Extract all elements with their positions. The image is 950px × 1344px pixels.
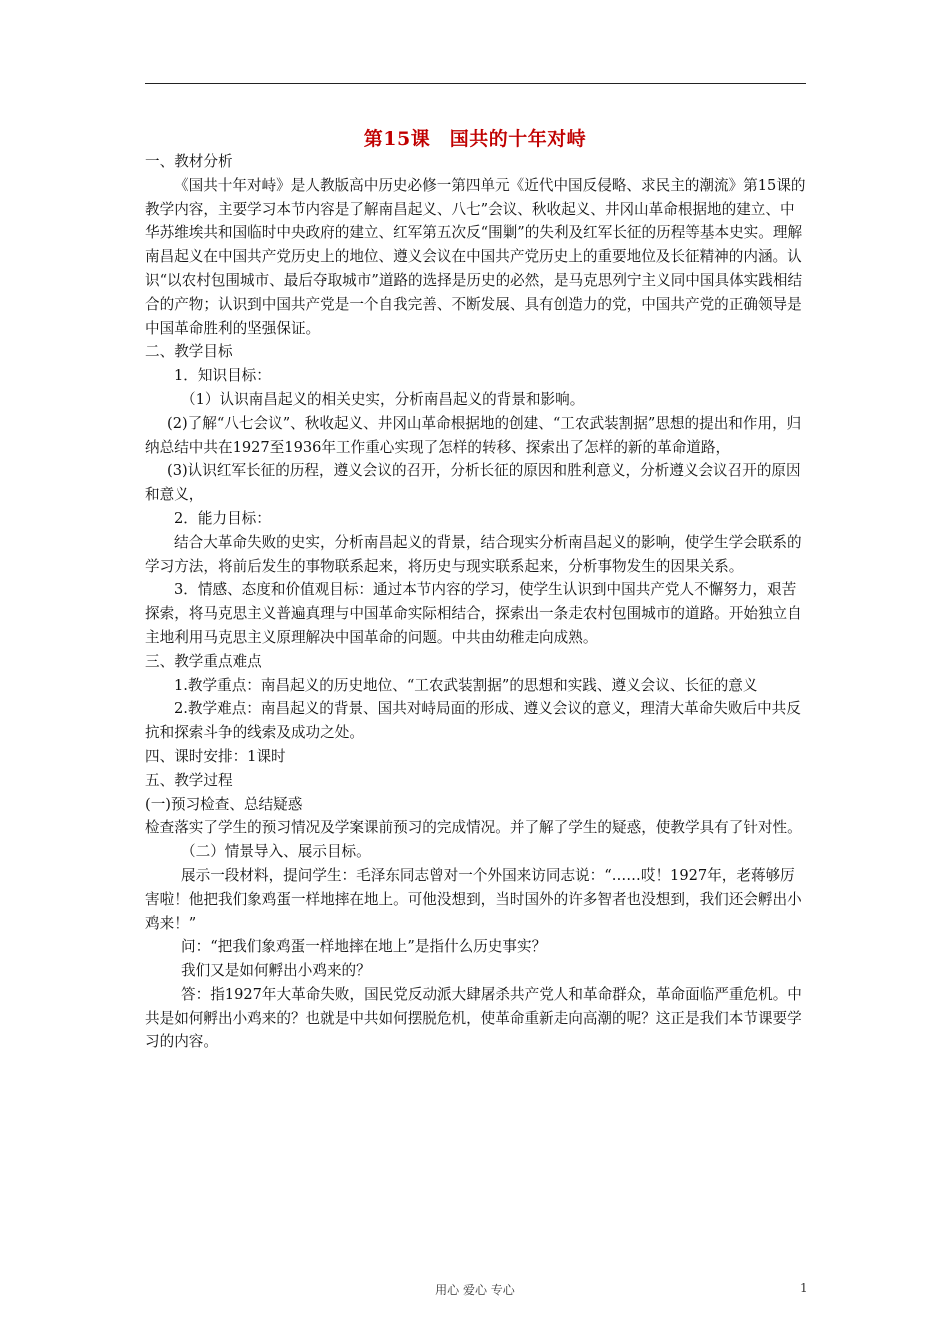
paragraph: （1）认识南昌起义的相关史实，分析南昌起义的背景和影响。 [181,390,585,408]
paragraph: 一、教材分析 [145,153,233,170]
paragraph: (3)认识红军长征的历程，遵义会议的召开，分析长征的原因和胜利意义，分析遵义会议召开的原因和意义， [145,462,801,504]
paragraph: 二、教学目标 [145,343,233,361]
paragraph: （二）情景导入、展示目标。 [181,843,371,861]
header-rule [145,83,806,84]
paragraph: (一)预习检查、总结疑惑 [145,795,303,813]
paragraph: 1.教学重点：南昌起义的历史地位、“工农武装割据”的思想和实践、遵义会议、长征的意义 [174,676,758,694]
paragraph: 3．情感、态度和价值观目标：通过本节内容的学习，使学生认识到中国共产党人不懈努力，艰苦探索，将马克思主义普遍真理与中国革命实际相结合，探索出一条走农村包围城市的道路。开始独立自主地利用马克思主义原理解决中国革命的问题。中共由幼稚走向成熟。 [145,581,802,646]
paragraph: 《国共十年对峙》是人教版高中历史必修一第四单元《近代中国反侵略、求民主的潮流》第15课的教学内容，主要学习本节内容是了解南昌起义、八七”会议、秋收起义、井冈山革命根据地的建立、中华苏维埃共和国临时中央政府的建立、红军第五次反“围剿”的失利及红军长征的历程等基本史实。理解南昌起义在中国共产党历史上的地位、遵义会议在中国共产党历史上的重要地位及长征精神的内涵。认识“以农村包围城市、最后夺取城市”道路的选择是历史的必然，是马克思列宁主义同中国具体实践相结合的产物；认识到中国共产党是一个自我完善、不断发展、具有创造力的党，中国共产党的正确领导是中国革命胜利的坚强保证。 [145,176,806,337]
paragraph: 四、课时安排：1课时 [145,747,286,765]
paragraph: 1．知识目标： [174,367,271,385]
paragraph: 检查落实了学生的预习情况及学案课前预习的完成情况。并了解了学生的疑惑，使教学具有了针对性。 [145,819,802,837]
paragraph: 问：“把我们象鸡蛋一样地摔在地上”是指什么历史事实？ [181,938,547,956]
paragraph: (2)了解“八七会议”、秋收起义、井冈山革命根据地的创建、“工农武装割据”思想的提出和作用，归纳总结中共在1927至1936年工作重心实现了怎样的转移、探索出了怎样的新的革命道路， [145,414,802,456]
paragraph: 五、教学过程 [145,771,233,789]
paragraph: 展示一段材料，提问学生：毛泽东同志曾对一个外国来访同志说：“……哎！1927年，老蒋够厉害啦！他把我们象鸡蛋一样地摔在地上。可他没想到，当时国外的许多智者也没想到，我们还会孵出小鸡来！” [145,866,802,932]
paragraph: 三、教学重点难点 [145,652,262,670]
document-body [145,150,807,1054]
paragraph: 2.教学难点：南昌起义的背景、国共对峙局面的形成、遵义会议的意义，理清大革命失败后中共反抗和探索斗争的线索及成功之处。 [145,700,801,742]
footer-text: 用心 爱心 专心 [435,1283,515,1297]
paragraph: 答：指1927年大革命失败，国民党反动派大肆屠杀共产党人和革命群众，革命面临严重危机。中共是如何孵出小鸡来的？也就是中共如何摆脱危机，使革命重新走向高潮的呢？这正是我们本节课要学习的内容。 [145,985,802,1051]
page-number: 1 [800,1281,808,1295]
lesson-title: 第15课 国共的十年对峙 [363,128,587,150]
paragraph: 我们又是如何孵出小鸡来的？ [181,962,371,980]
paragraph: 结合大革命失败的史实，分析南昌起义的背景，结合现实分析南昌起义的影响，使学生学会联系的学习方法，将前后发生的事物联系起来，将历史与现实联系起来，分析事物发生的因果关系。 [145,533,802,575]
paragraph: 2．能力目标： [174,509,271,527]
